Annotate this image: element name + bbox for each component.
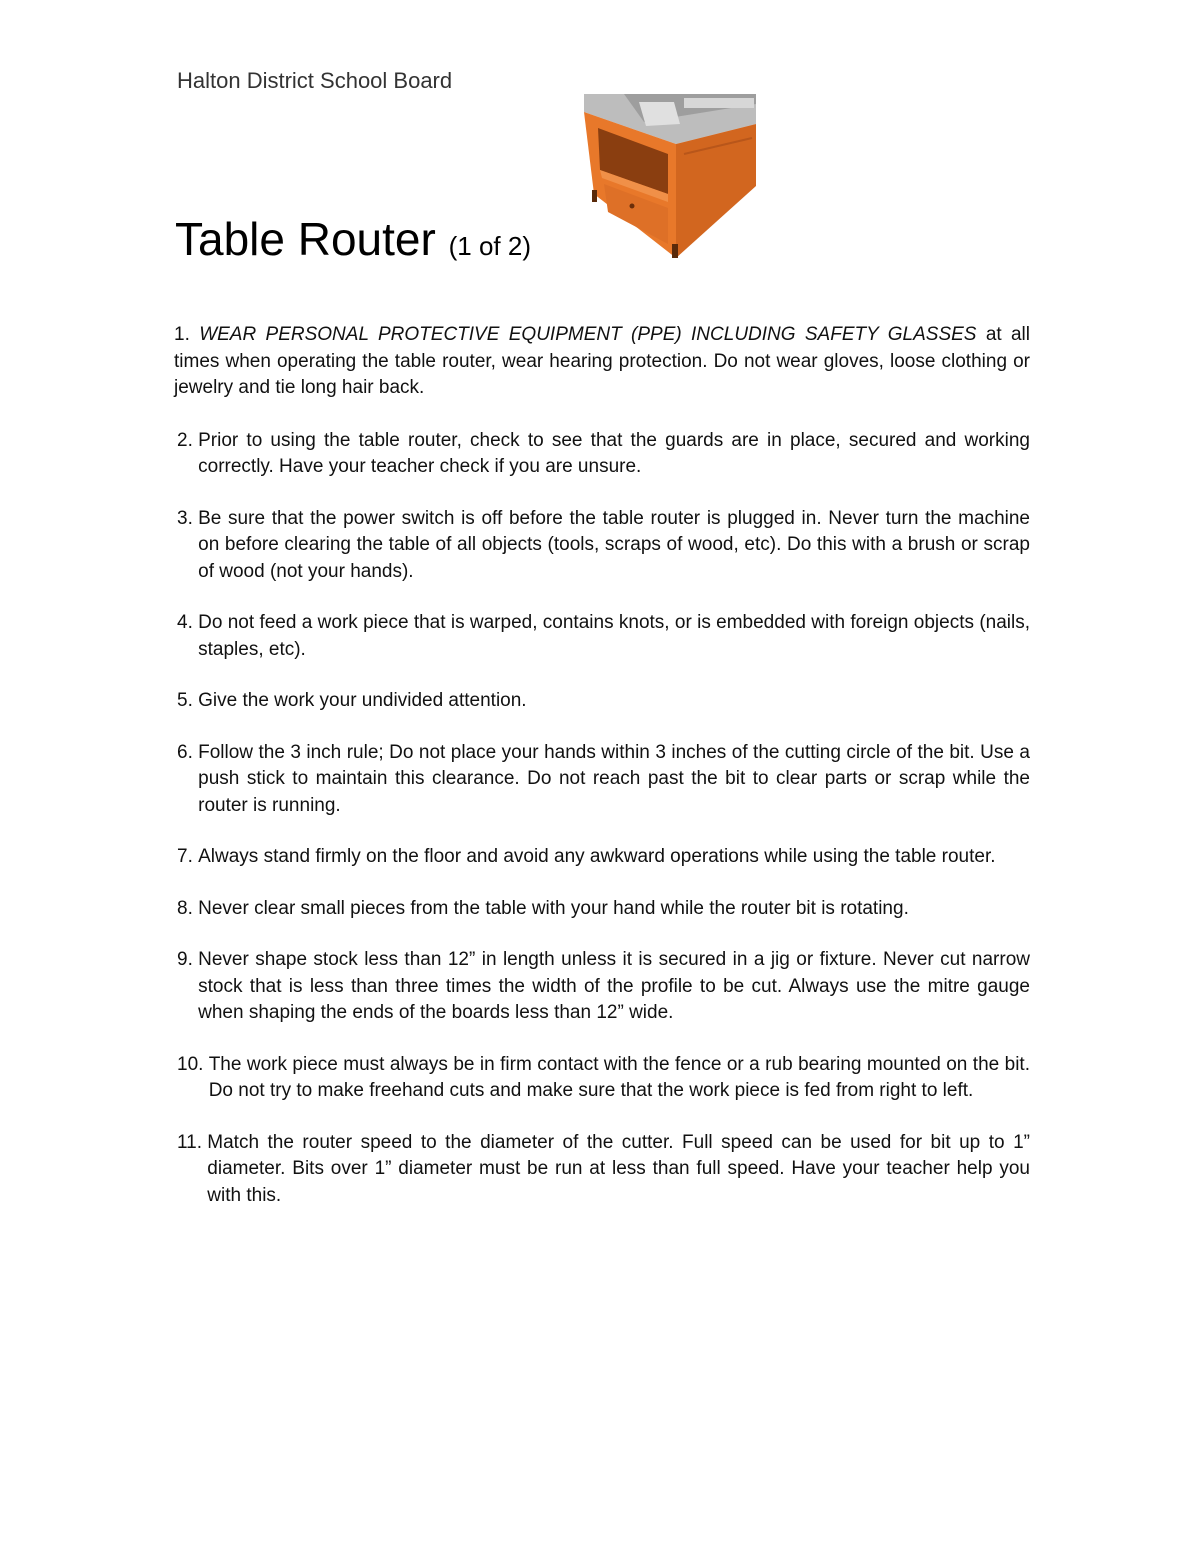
safety-rule-9: [174, 947, 1030, 1027]
rule-number: 6.: [177, 741, 199, 763]
safety-rule-3: [174, 506, 1030, 586]
table-router-image: [584, 94, 756, 258]
rule-body: Give the work your undivided attention.: [198, 690, 527, 711]
rule-body: Follow the 3 inch rule; Do not place your hands within 3 inches of the cutting circle of the bit. Use a push stick to maintain this clearance. Do not reach past the bit to clear parts or scrap while the router is running.: [198, 741, 1030, 816]
rule-body: Never clear small pieces from the table with your hand while the router bit is rotating.: [198, 897, 909, 919]
rule-number: 2.: [177, 429, 199, 451]
rule-body: at all times when operating the table router, wear hearing protection. Do not wear gloves, loose clothing or jewelry and tie long hair back.: [174, 324, 1031, 398]
rule-body: Always stand firmly on the floor and avoid any awkward operations while using the table router.: [198, 846, 996, 867]
rule-number: 11.: [177, 1131, 208, 1153]
ppe-emphasis: WEAR PERSONAL PROTECTIVE EQUIPMENT (PPE) INCLUDING SAFETY GLASSES: [199, 324, 977, 345]
rule-body: Do not feed a work piece that is warped, contains knots, or is embedded with foreign objects (nails, staples, etc).: [198, 612, 1030, 660]
safety-rule-5: [174, 688, 1030, 715]
rule-number: 3.: [177, 507, 199, 529]
page-title: [175, 212, 531, 267]
safety-rule-text: [174, 322, 1030, 402]
title-subtitle: (1 of 2): [448, 231, 531, 261]
rule-body: Be sure that the power switch is off before the table router is plugged in. Never turn the machine on before clearing the table of all objects (tools, scraps of wood, etc). Do this with a brush or scrap of wood (not your hands).: [198, 507, 1030, 582]
rule-number: 1.: [174, 324, 190, 345]
rule-number: 5.: [177, 690, 199, 711]
title-main: Table Router: [175, 213, 436, 265]
safety-rules-list: [174, 322, 1030, 1234]
rule-body: Never shape stock less than 12” in length unless it is secured in a jig or fixture. Never cut narrow stock that is less than three times the width of the profile to be cut. Always use the mitre gauge when shaping the ends of the boards less than 12” wide.: [198, 949, 1030, 1023]
rule-body: Match the router speed to the diameter of the cutter. Full speed can be used for bit up to 1” diameter. Bits over 1” diameter must be run at less than full speed. Have your teacher help you with this.: [207, 1131, 1030, 1206]
rule-number: 10.: [177, 1053, 209, 1075]
rule-number: 4.: [177, 612, 199, 633]
rule-number: 8.: [177, 897, 199, 919]
safety-rule-7: [174, 844, 1030, 871]
safety-rule-8: [174, 896, 1030, 923]
organization-header: Halton District School Board: [177, 68, 453, 93]
rule-number: 7.: [177, 846, 199, 867]
safety-rule-4: [174, 610, 1030, 663]
safety-rule-6: [174, 740, 1030, 820]
rule-body: Prior to using the table router, check to see that the guards are in place, secured and working correctly. Have your teacher check if you are unsure.: [198, 429, 1030, 477]
rule-body: The work piece must always be in firm contact with the fence or a rub bearing mounted on the bit. Do not try to make freehand cuts and make sure that the work piece is fed from right to left.: [208, 1053, 1030, 1101]
safety-rule-10: [174, 1052, 1030, 1105]
safety-rule-11: [174, 1130, 1030, 1210]
safety-rule-1: [174, 322, 1030, 402]
safety-rule-2: [174, 428, 1030, 481]
rule-number: 9.: [177, 949, 199, 970]
